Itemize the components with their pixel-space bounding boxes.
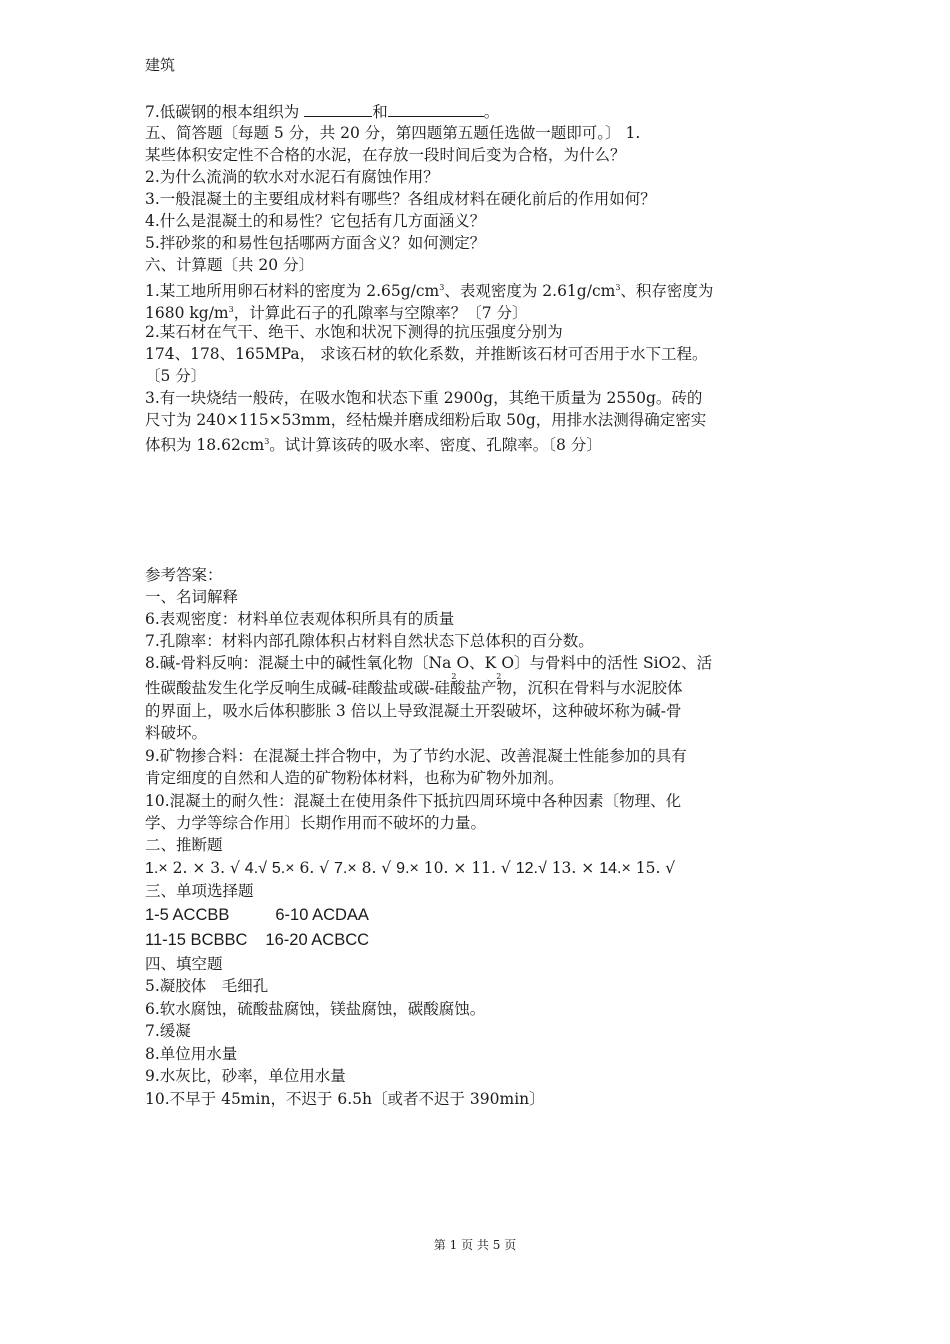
- fill-blank: [304, 100, 372, 117]
- judge-item: 9.×: [396, 860, 419, 877]
- choice-answers-row-1: [145, 904, 369, 926]
- section-5-question-4: 4.什么是混凝土的和易性？它包括有几方面涵义？: [145, 212, 486, 230]
- judge-item: 10. ×: [423, 859, 467, 877]
- section-5-question-3: 3.一般混凝土的主要组成材料有哪些？各组成材料在硬化前后的作用如何？: [145, 190, 656, 208]
- judge-item: 7.×: [334, 860, 357, 877]
- answer-8-line-3: 的界面上，吸水后体积膨胀 3 倍以上导致混凝土开裂破坏，这种破坏称为碱-骨: [145, 702, 682, 720]
- judge-item: 6. √: [299, 859, 330, 877]
- choice-6-10: 6-10 ACDAA: [275, 906, 369, 924]
- page-footer: 第 1 页 共 5 页: [433, 1238, 517, 1252]
- answers-title: 参考答案：: [145, 566, 223, 584]
- judge-item: 5.×: [271, 860, 295, 877]
- page-header: 建筑: [145, 56, 176, 74]
- section-5-question-1: 某些体积安定性不合格的水泥，在存放一段时间后变为合格，为什么？: [145, 146, 626, 164]
- judge-item: 2. ×: [172, 859, 206, 877]
- section-6-question-2: 2.某石材在气干、绝干、水饱和状况下测得的抗压强度分别为: [145, 323, 563, 341]
- judge-item: 14.×: [599, 860, 631, 877]
- answer-8: 8.碱-骨料反响：混凝土中的碱性氧化物〔$Na_2O$、$K_2O$〕与骨料中的活性 SiO2、活: [145, 654, 713, 682]
- fill-answer-9: 9.水灰比，砂率，单位用水量: [145, 1067, 346, 1085]
- section-5-question-5: 5.拌砂浆的和易性包括哪两方面含义？如何测定？: [145, 234, 486, 252]
- answer-8-line-4: 料破坏。: [145, 724, 208, 742]
- choice-16-20: 16-20 ACBCC: [265, 931, 370, 949]
- answer-10-line-2: 学、力学等综合作用〕长期作用而不破坏的力量。: [145, 814, 487, 832]
- judge-item: 12.√: [515, 860, 547, 877]
- section-6-question-1-cont: 1680 $kg/m^3$，计算此石子的孔隙率与空隙率？〔7 分〕: [145, 304, 528, 323]
- page-total: 5: [492, 1238, 501, 1252]
- answer-9: 9.矿物掺合料：在混凝土拌合物中，为了节约水泥、改善混凝土性能参加的具有: [145, 747, 687, 765]
- section-6-question-3: 3.有一块烧结一般砖，在吸水饱和状态下重 2900g，其绝干质量为 2550g。砖的: [145, 389, 703, 407]
- fill-answer-8: 8.单位用水量: [145, 1045, 238, 1063]
- answers-section-4-title: 四、填空题: [145, 955, 223, 973]
- answer-6: 6.表观密度：材料单位表观体积所具有的质量: [145, 610, 455, 628]
- choice-1-5: 1-5 ACCBB: [145, 906, 230, 924]
- judge-answers: [145, 857, 675, 880]
- section-5-title: 五、简答题〔每题 5 分，共 20 分，第四题第五题任选做一题即可。〕 1.: [145, 124, 641, 142]
- answer-10: 10.混凝土的耐久性：混凝土在使用条件下抵抗四周环境中各种因素〔物理、化: [145, 792, 682, 810]
- answer-9-line-2: 肯定细度的自然和人造的矿物粉体材料，也称为矿物外加剂。: [145, 769, 564, 787]
- section-6-question-3-cont: 尺寸为 240×115×53mm，经枯燥并磨成细粉后取 50g，用排水法测得确定密实: [145, 411, 707, 429]
- judge-item: 1.×: [145, 860, 168, 877]
- fill-answer-10: 10.不早于 45min，不迟于 6.5h〔或者不迟于 390min〕: [145, 1090, 545, 1108]
- judge-item: 11. √: [471, 859, 511, 877]
- fill-answer-7: 7.缓凝: [145, 1022, 191, 1040]
- section-6-question-2-score: 〔5 分〕: [145, 367, 207, 385]
- choice-11-15: 11-15 BCBBC: [145, 931, 248, 949]
- page-number: 1: [449, 1238, 458, 1252]
- answers-section-2-title: 二、推断题: [145, 836, 223, 854]
- judge-item: 15. √: [635, 859, 676, 877]
- section-6-question-3-end: 体积为 $18.62cm^3$。试计算该砖的吸水率、密度、孔隙率。〔8 分〕: [145, 436, 602, 455]
- judge-item: 4.√: [244, 860, 267, 877]
- answer-8-line-2: 性碳酸盐发生化学反响生成碱-硅酸盐或碳-硅酸盐产物，沉积在骨料与水泥胶体: [145, 679, 683, 697]
- fill-answer-5: 5.凝胶体 毛细孔: [145, 977, 269, 995]
- question-7: 7.低碳钢的根本组织为 和 。: [145, 100, 499, 123]
- section-6-title: 六、计算题〔共 20 分〕: [145, 256, 315, 274]
- judge-item: 8. √: [361, 859, 392, 877]
- judge-item: 3. √: [210, 859, 240, 877]
- answers-section-1-title: 一、名词解释: [145, 588, 239, 606]
- answers-section-3-title: 三、单项选择题: [145, 882, 254, 900]
- fill-blank: [388, 100, 484, 117]
- judge-item: 13. ×: [551, 859, 595, 877]
- choice-answers-row-2: [145, 929, 369, 951]
- fill-answer-6: 6.软水腐蚀，硫酸盐腐蚀，镁盐腐蚀，碳酸腐蚀。: [145, 1000, 486, 1018]
- section-6-question-1: 1.某工地所用卵石材料的密度为 $2.65g/cm^3$、表观密度为 $2.61g/cm^3$、积存密度为: [145, 282, 714, 301]
- section-6-question-2-cont: 174、178、165MPa， 求该石材的软化系数，并推断该石材可否用于水下工程。: [145, 345, 708, 363]
- section-5-question-2: 2.为什么流淌的软水对水泥石有腐蚀作用？: [145, 168, 439, 186]
- answer-7: 7.孔隙率：材料内部孔隙体积占材料自然状态下总体积的百分数。: [145, 632, 594, 650]
